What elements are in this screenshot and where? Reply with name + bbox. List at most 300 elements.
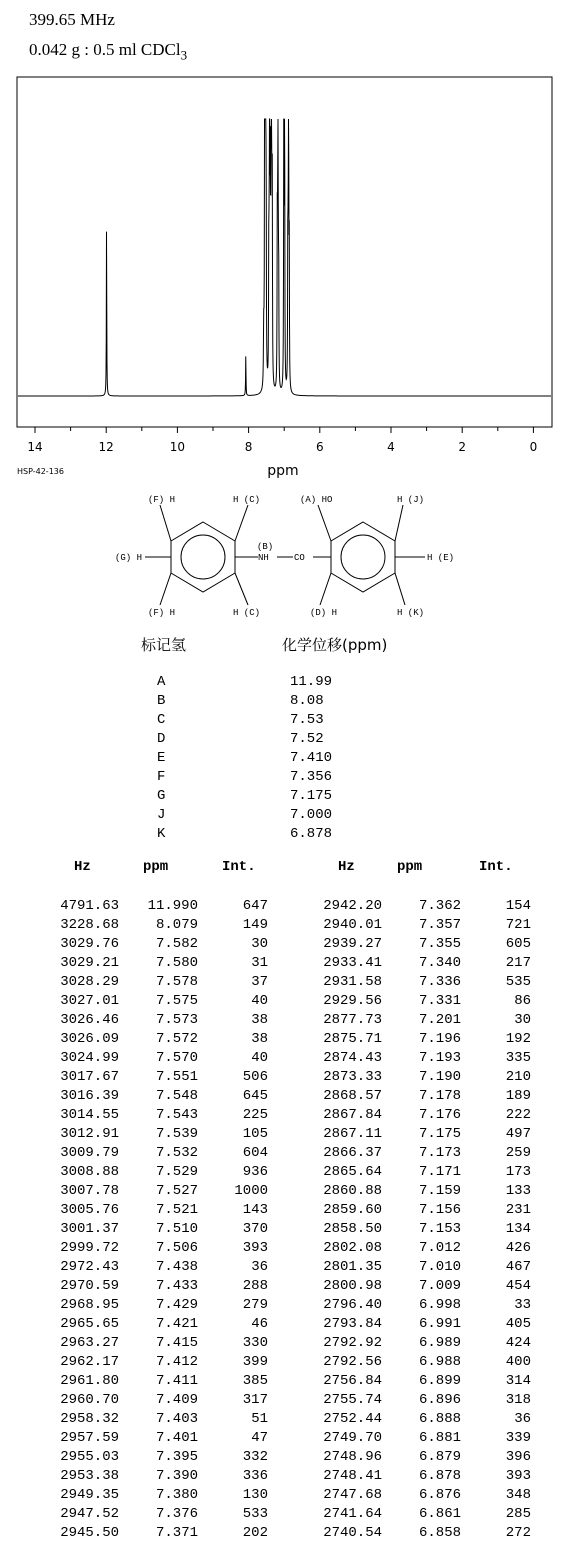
- peak-ppm: 7.421: [155, 1316, 198, 1332]
- peak-ppm: 7.371: [155, 1525, 198, 1541]
- peak-ppm: 6.998: [418, 1297, 461, 1313]
- peak-row: [0, 1011, 570, 1030]
- peak-ppm: 7.340: [418, 955, 461, 971]
- peak-intensity: 47: [251, 1430, 268, 1446]
- peak-hz: 2972.43: [60, 1259, 119, 1275]
- assignment-shift: 7.410: [290, 750, 333, 766]
- peak-row: [0, 1144, 570, 1163]
- peak-intensity: 339: [505, 1430, 531, 1446]
- peak-ppm: 7.176: [418, 1107, 461, 1123]
- peak-ppm: 7.429: [155, 1297, 198, 1313]
- peak-hz: 3029.21: [60, 955, 119, 971]
- left-ring-circle: [181, 535, 225, 579]
- peak-intensity: 506: [242, 1069, 268, 1085]
- peak-intensity: 467: [505, 1259, 531, 1275]
- peak-intensity: 38: [251, 1012, 268, 1028]
- peak-ppm: 7.380: [155, 1487, 198, 1503]
- peak-ppm: 7.171: [418, 1164, 461, 1180]
- peak-intensity: 51: [251, 1411, 268, 1427]
- peak-row: [0, 1315, 570, 1334]
- peak-hz: 2800.98: [323, 1278, 382, 1294]
- assignment-proton: J: [157, 807, 166, 823]
- peak-intensity: 173: [505, 1164, 531, 1180]
- peak-hz: 2796.40: [323, 1297, 382, 1313]
- peak-intensity: 335: [505, 1050, 531, 1066]
- peak-ppm: 6.858: [418, 1525, 461, 1541]
- peak-hz: 2747.68: [323, 1487, 382, 1503]
- peak-row: [0, 1049, 570, 1068]
- peak-intensity: 40: [251, 993, 268, 1009]
- peak-hz: 2970.59: [60, 1278, 119, 1294]
- x-tick-label: 14: [27, 440, 43, 454]
- peak-ppm: 11.990: [147, 898, 198, 914]
- peak-intensity: 217: [505, 955, 531, 971]
- peak-ppm: 7.543: [155, 1107, 198, 1123]
- peak-hz: 2968.95: [60, 1297, 119, 1313]
- x-tick-label: 0: [529, 440, 538, 454]
- peak-hz: 2859.60: [323, 1202, 382, 1218]
- peak-hz: 3024.99: [60, 1050, 119, 1066]
- x-tick-label: 2: [458, 440, 467, 454]
- peak-hz: 2875.71: [323, 1031, 382, 1047]
- peak-hz: 2755.74: [323, 1392, 382, 1408]
- peak-intensity: 143: [242, 1202, 268, 1218]
- peak-ppm: 7.357: [418, 917, 461, 933]
- peak-ppm: 7.415: [155, 1335, 198, 1351]
- x-tick-label: 6: [315, 440, 324, 454]
- peak-row: [0, 1353, 570, 1372]
- peak-header-ppm-2: ppm: [397, 859, 423, 875]
- peak-hz: 3008.88: [60, 1164, 119, 1180]
- peak-ppm: 7.506: [155, 1240, 198, 1256]
- peak-intensity: 189: [505, 1088, 531, 1104]
- peak-intensity: 231: [505, 1202, 531, 1218]
- peak-ppm: 7.411: [155, 1373, 198, 1389]
- peak-hz: 2873.33: [323, 1069, 382, 1085]
- peak-row: [0, 1391, 570, 1410]
- peak-hz: 3009.79: [60, 1145, 119, 1161]
- peak-ppm: 7.156: [418, 1202, 461, 1218]
- assignment-shift: 7.175: [290, 788, 333, 804]
- peak-header-ppm-1: ppm: [143, 859, 169, 875]
- peak-ppm: 7.532: [155, 1145, 198, 1161]
- peak-intensity: 259: [505, 1145, 531, 1161]
- peak-intensity: 336: [242, 1468, 268, 1484]
- peak-intensity: 317: [242, 1392, 268, 1408]
- peak-intensity: 30: [251, 936, 268, 952]
- peak-header-int-1: Int.: [222, 859, 256, 875]
- assignment-row: [0, 826, 570, 845]
- peak-intensity: 149: [242, 917, 268, 933]
- chemical-structure: [0, 0, 570, 630]
- peak-hz: 2874.43: [323, 1050, 382, 1066]
- assignment-shift: 7.52: [290, 731, 324, 747]
- label-nh: NH: [258, 553, 269, 563]
- peak-intensity: 36: [514, 1411, 531, 1427]
- peak-intensity: 535: [505, 974, 531, 990]
- assignment-row: [0, 750, 570, 769]
- peak-ppm: 7.159: [418, 1183, 461, 1199]
- peak-row: [0, 1220, 570, 1239]
- peak-intensity: 424: [505, 1335, 531, 1351]
- assignment-row: [0, 712, 570, 731]
- peak-ppm: 6.881: [418, 1430, 461, 1446]
- peak-hz: 2866.37: [323, 1145, 382, 1161]
- peak-row: [0, 1201, 570, 1220]
- peak-row: [0, 1334, 570, 1353]
- peak-table: [0, 897, 570, 1543]
- x-tick-label: 8: [244, 440, 253, 454]
- peak-hz: 2961.80: [60, 1373, 119, 1389]
- label-aho: (A) HO: [300, 495, 333, 505]
- right-ring-circle: [341, 535, 385, 579]
- peak-ppm: 7.575: [155, 993, 198, 1009]
- peak-hz: 3017.67: [60, 1069, 119, 1085]
- peak-ppm: 7.173: [418, 1145, 461, 1161]
- peak-row: [0, 1258, 570, 1277]
- peak-row: [0, 1030, 570, 1049]
- peak-intensity: 605: [505, 936, 531, 952]
- peak-hz: 2752.44: [323, 1411, 382, 1427]
- peak-intensity: 393: [505, 1468, 531, 1484]
- sample-subscript: 3: [180, 47, 188, 63]
- peak-row: [0, 1182, 570, 1201]
- assignment-label-header: 标记氢: [141, 636, 187, 654]
- peak-intensity: 936: [242, 1164, 268, 1180]
- peak-hz: 3016.39: [60, 1088, 119, 1104]
- x-tick-label: 10: [169, 440, 186, 454]
- peak-ppm: 7.403: [155, 1411, 198, 1427]
- peak-row: [0, 1277, 570, 1296]
- assignment-shift: 11.99: [290, 674, 333, 690]
- peak-intensity: 40: [251, 1050, 268, 1066]
- peak-row: [0, 1125, 570, 1144]
- peak-hz: 2748.96: [323, 1449, 382, 1465]
- peak-hz: 2801.35: [323, 1259, 382, 1275]
- peak-hz: 2963.27: [60, 1335, 119, 1351]
- peak-intensity: 348: [505, 1487, 531, 1503]
- peak-ppm: 7.376: [155, 1506, 198, 1522]
- peak-hz: 3005.76: [60, 1202, 119, 1218]
- assignment-row: [0, 769, 570, 788]
- label-fh-bottom: (F) H: [148, 608, 176, 618]
- peak-hz: 3001.37: [60, 1221, 119, 1237]
- peak-hz: 4791.63: [60, 898, 119, 914]
- peak-ppm: 7.010: [418, 1259, 461, 1275]
- peak-ppm: 6.899: [418, 1373, 461, 1389]
- peak-hz: 2858.50: [323, 1221, 382, 1237]
- peak-intensity: 225: [242, 1107, 268, 1123]
- peak-hz: 2792.56: [323, 1354, 382, 1370]
- assignment-shift: 7.000: [290, 807, 333, 823]
- assignment-table: [0, 674, 570, 845]
- peak-hz: 2942.20: [323, 898, 382, 914]
- peak-ppm: 6.861: [418, 1506, 461, 1522]
- peak-intensity: 399: [242, 1354, 268, 1370]
- assignment-proton: A: [157, 674, 166, 690]
- peak-hz: 2756.84: [323, 1373, 382, 1389]
- peak-ppm: 7.438: [155, 1259, 198, 1275]
- peak-row: [0, 954, 570, 973]
- peak-hz: 2953.38: [60, 1468, 119, 1484]
- peak-hz: 3026.09: [60, 1031, 119, 1047]
- peak-intensity: 86: [514, 993, 531, 1009]
- peak-intensity: 647: [242, 898, 268, 914]
- peak-row: [0, 1239, 570, 1258]
- peak-hz: 3228.68: [60, 917, 119, 933]
- peak-row: [0, 1296, 570, 1315]
- peak-header-hz-2: Hz: [338, 859, 355, 875]
- peak-ppm: 7.412: [155, 1354, 198, 1370]
- label-hc-bottom: H (C): [233, 608, 261, 618]
- peak-intensity: 154: [505, 898, 531, 914]
- assignment-row: [0, 693, 570, 712]
- peak-hz: 2860.88: [323, 1183, 382, 1199]
- label-hk: H (K): [397, 608, 425, 618]
- x-tick-label: 12: [98, 440, 114, 454]
- peak-row: [0, 1068, 570, 1087]
- peak-hz: 2793.84: [323, 1316, 382, 1332]
- peak-ppm: 6.876: [418, 1487, 461, 1503]
- peak-ppm: 7.153: [418, 1221, 461, 1237]
- peak-ppm: 7.551: [155, 1069, 198, 1085]
- peak-ppm: 7.570: [155, 1050, 198, 1066]
- peak-row: [0, 1448, 570, 1467]
- label-hc-top: H (C): [233, 495, 261, 505]
- peak-intensity: 46: [251, 1316, 268, 1332]
- peak-ppm: 6.888: [418, 1411, 461, 1427]
- assignment-row: [0, 674, 570, 693]
- peak-intensity: 645: [242, 1088, 268, 1104]
- peak-ppm: 7.390: [155, 1468, 198, 1484]
- peak-row: [0, 1410, 570, 1429]
- peak-intensity: 210: [505, 1069, 531, 1085]
- assignment-shift: 8.08: [290, 693, 324, 709]
- peak-ppm: 7.362: [418, 898, 461, 914]
- label-co: CO: [294, 553, 305, 563]
- peak-header-int-2: Int.: [479, 859, 513, 875]
- assignment-proton: G: [157, 788, 166, 804]
- peak-hz: 2877.73: [323, 1012, 382, 1028]
- assignment-proton: B: [157, 693, 166, 709]
- peak-ppm: 7.578: [155, 974, 198, 990]
- peak-ppm: 7.401: [155, 1430, 198, 1446]
- assignment-shift-header: 化学位移(ppm): [282, 636, 388, 654]
- assignment-shift: 7.356: [290, 769, 333, 785]
- label-fh-top: (F) H: [148, 495, 176, 505]
- assignment-row: [0, 731, 570, 750]
- peak-ppm: 7.009: [418, 1278, 461, 1294]
- peak-hz: 2939.27: [323, 936, 382, 952]
- label-he: H (E): [427, 553, 455, 563]
- peak-row: [0, 1087, 570, 1106]
- peak-hz: 2867.84: [323, 1107, 382, 1123]
- peak-intensity: 405: [505, 1316, 531, 1332]
- peak-hz: 2958.32: [60, 1411, 119, 1427]
- peak-ppm: 7.548: [155, 1088, 198, 1104]
- peak-row: [0, 1163, 570, 1182]
- peak-ppm: 6.896: [418, 1392, 461, 1408]
- peak-intensity: 370: [242, 1221, 268, 1237]
- peak-hz: 2949.35: [60, 1487, 119, 1503]
- peak-ppm: 7.175: [418, 1126, 461, 1142]
- peak-intensity: 37: [251, 974, 268, 990]
- peak-ppm: 6.988: [418, 1354, 461, 1370]
- peak-intensity: 318: [505, 1392, 531, 1408]
- peak-intensity: 33: [514, 1297, 531, 1313]
- peak-intensity: 332: [242, 1449, 268, 1465]
- peak-intensity: 202: [242, 1525, 268, 1541]
- peak-intensity: 272: [505, 1525, 531, 1541]
- peak-row: [0, 1467, 570, 1486]
- peak-hz: 2867.11: [323, 1126, 382, 1142]
- label-b: (B): [257, 542, 274, 552]
- peak-intensity: 533: [242, 1506, 268, 1522]
- peak-row: [0, 1429, 570, 1448]
- peak-row: [0, 973, 570, 992]
- peak-intensity: 393: [242, 1240, 268, 1256]
- peak-ppm: 7.196: [418, 1031, 461, 1047]
- peak-hz: 2792.92: [323, 1335, 382, 1351]
- peak-intensity: 38: [251, 1031, 268, 1047]
- peak-intensity: 279: [242, 1297, 268, 1313]
- peak-row: [0, 1524, 570, 1543]
- peak-intensity: 396: [505, 1449, 531, 1465]
- peak-ppm: 7.395: [155, 1449, 198, 1465]
- peak-hz: 2802.08: [323, 1240, 382, 1256]
- peak-intensity: 130: [242, 1487, 268, 1503]
- peak-intensity: 31: [251, 955, 268, 971]
- peak-hz: 2749.70: [323, 1430, 382, 1446]
- peak-hz: 2748.41: [323, 1468, 382, 1484]
- peak-ppm: 7.582: [155, 936, 198, 952]
- peak-ppm: 7.012: [418, 1240, 461, 1256]
- peak-row: [0, 1372, 570, 1391]
- assignment-shift: 6.878: [290, 826, 333, 842]
- peak-ppm: 7.573: [155, 1012, 198, 1028]
- peak-intensity: 133: [505, 1183, 531, 1199]
- peak-intensity: 1000: [234, 1183, 268, 1199]
- peak-hz: 2865.64: [323, 1164, 382, 1180]
- peak-ppm: 7.529: [155, 1164, 198, 1180]
- peak-row: [0, 935, 570, 954]
- peak-intensity: 604: [242, 1145, 268, 1161]
- x-axis-label: ppm: [267, 463, 299, 479]
- peak-row: [0, 916, 570, 935]
- peak-ppm: 6.991: [418, 1316, 461, 1332]
- peak-ppm: 6.989: [418, 1335, 461, 1351]
- assignment-shift: 7.53: [290, 712, 324, 728]
- peak-ppm: 7.539: [155, 1126, 198, 1142]
- peak-ppm: 7.433: [155, 1278, 198, 1294]
- assignment-proton: D: [157, 731, 166, 747]
- peak-ppm: 7.193: [418, 1050, 461, 1066]
- peak-ppm: 7.527: [155, 1183, 198, 1199]
- peak-hz: 3014.55: [60, 1107, 119, 1123]
- assignment-row: [0, 788, 570, 807]
- peak-intensity: 285: [505, 1506, 531, 1522]
- peak-row: [0, 1505, 570, 1524]
- peak-ppm: 7.190: [418, 1069, 461, 1085]
- peak-intensity: 400: [505, 1354, 531, 1370]
- peak-ppm: 7.201: [418, 1012, 461, 1028]
- peak-ppm: 7.336: [418, 974, 461, 990]
- peak-ppm: 6.878: [418, 1468, 461, 1484]
- peak-hz: 2960.70: [60, 1392, 119, 1408]
- peak-hz: 2962.17: [60, 1354, 119, 1370]
- peak-ppm: 7.355: [418, 936, 461, 952]
- peak-intensity: 497: [505, 1126, 531, 1142]
- peak-hz: 2741.64: [323, 1506, 382, 1522]
- peak-hz: 3007.78: [60, 1183, 119, 1199]
- peak-intensity: 385: [242, 1373, 268, 1389]
- peak-hz: 2957.59: [60, 1430, 119, 1446]
- peak-header-hz-1: Hz: [74, 859, 91, 875]
- assignment-proton: E: [157, 750, 166, 766]
- peak-ppm: 7.572: [155, 1031, 198, 1047]
- assignment-proton: K: [157, 826, 166, 842]
- peak-intensity: 721: [505, 917, 531, 933]
- assignment-proton: C: [157, 712, 166, 728]
- peak-ppm: 7.331: [418, 993, 461, 1009]
- peak-hz: 2999.72: [60, 1240, 119, 1256]
- peak-ppm: 7.510: [155, 1221, 198, 1237]
- peak-hz: 2933.41: [323, 955, 382, 971]
- label-hj: H (J): [397, 495, 425, 505]
- assignment-proton: F: [157, 769, 166, 785]
- peak-hz: 3026.46: [60, 1012, 119, 1028]
- peak-intensity: 222: [505, 1107, 531, 1123]
- peak-ppm: 7.409: [155, 1392, 198, 1408]
- spectrum-code: HSP-42-136: [17, 467, 64, 476]
- peak-ppm: 7.178: [418, 1088, 461, 1104]
- peak-intensity: 192: [505, 1031, 531, 1047]
- peak-row: [0, 1106, 570, 1125]
- sample-concentration-text: 0.042 g : 0.5 ml CDCl: [29, 40, 181, 59]
- peak-hz: 3028.29: [60, 974, 119, 990]
- peak-hz: 2947.52: [60, 1506, 119, 1522]
- peak-row: [0, 992, 570, 1011]
- peak-hz: 3029.76: [60, 936, 119, 952]
- peak-hz: 2955.03: [60, 1449, 119, 1465]
- label-dh: (D) H: [310, 608, 338, 618]
- peak-hz: 2945.50: [60, 1525, 119, 1541]
- peak-hz: 2740.54: [323, 1525, 382, 1541]
- peak-intensity: 426: [505, 1240, 531, 1256]
- peak-hz: 2929.56: [323, 993, 382, 1009]
- peak-intensity: 314: [505, 1373, 531, 1389]
- peak-intensity: 134: [505, 1221, 531, 1237]
- peak-ppm: 6.879: [418, 1449, 461, 1465]
- peak-hz: 2931.58: [323, 974, 382, 990]
- label-gh: (G) H: [115, 553, 143, 563]
- peak-ppm: 7.521: [155, 1202, 198, 1218]
- peak-row: [0, 1486, 570, 1505]
- peak-ppm: 7.580: [155, 955, 198, 971]
- peak-hz: 3027.01: [60, 993, 119, 1009]
- peak-hz: 2940.01: [323, 917, 382, 933]
- spectrometer-frequency: 399.65 MHz: [29, 10, 115, 29]
- peak-intensity: 36: [251, 1259, 268, 1275]
- peak-hz: 2965.65: [60, 1316, 119, 1332]
- x-tick-label: 4: [387, 440, 395, 454]
- peak-intensity: 288: [242, 1278, 268, 1294]
- peak-intensity: 105: [242, 1126, 268, 1142]
- peak-intensity: 330: [242, 1335, 268, 1351]
- peak-intensity: 30: [514, 1012, 531, 1028]
- peak-intensity: 454: [505, 1278, 531, 1294]
- assignment-row: [0, 807, 570, 826]
